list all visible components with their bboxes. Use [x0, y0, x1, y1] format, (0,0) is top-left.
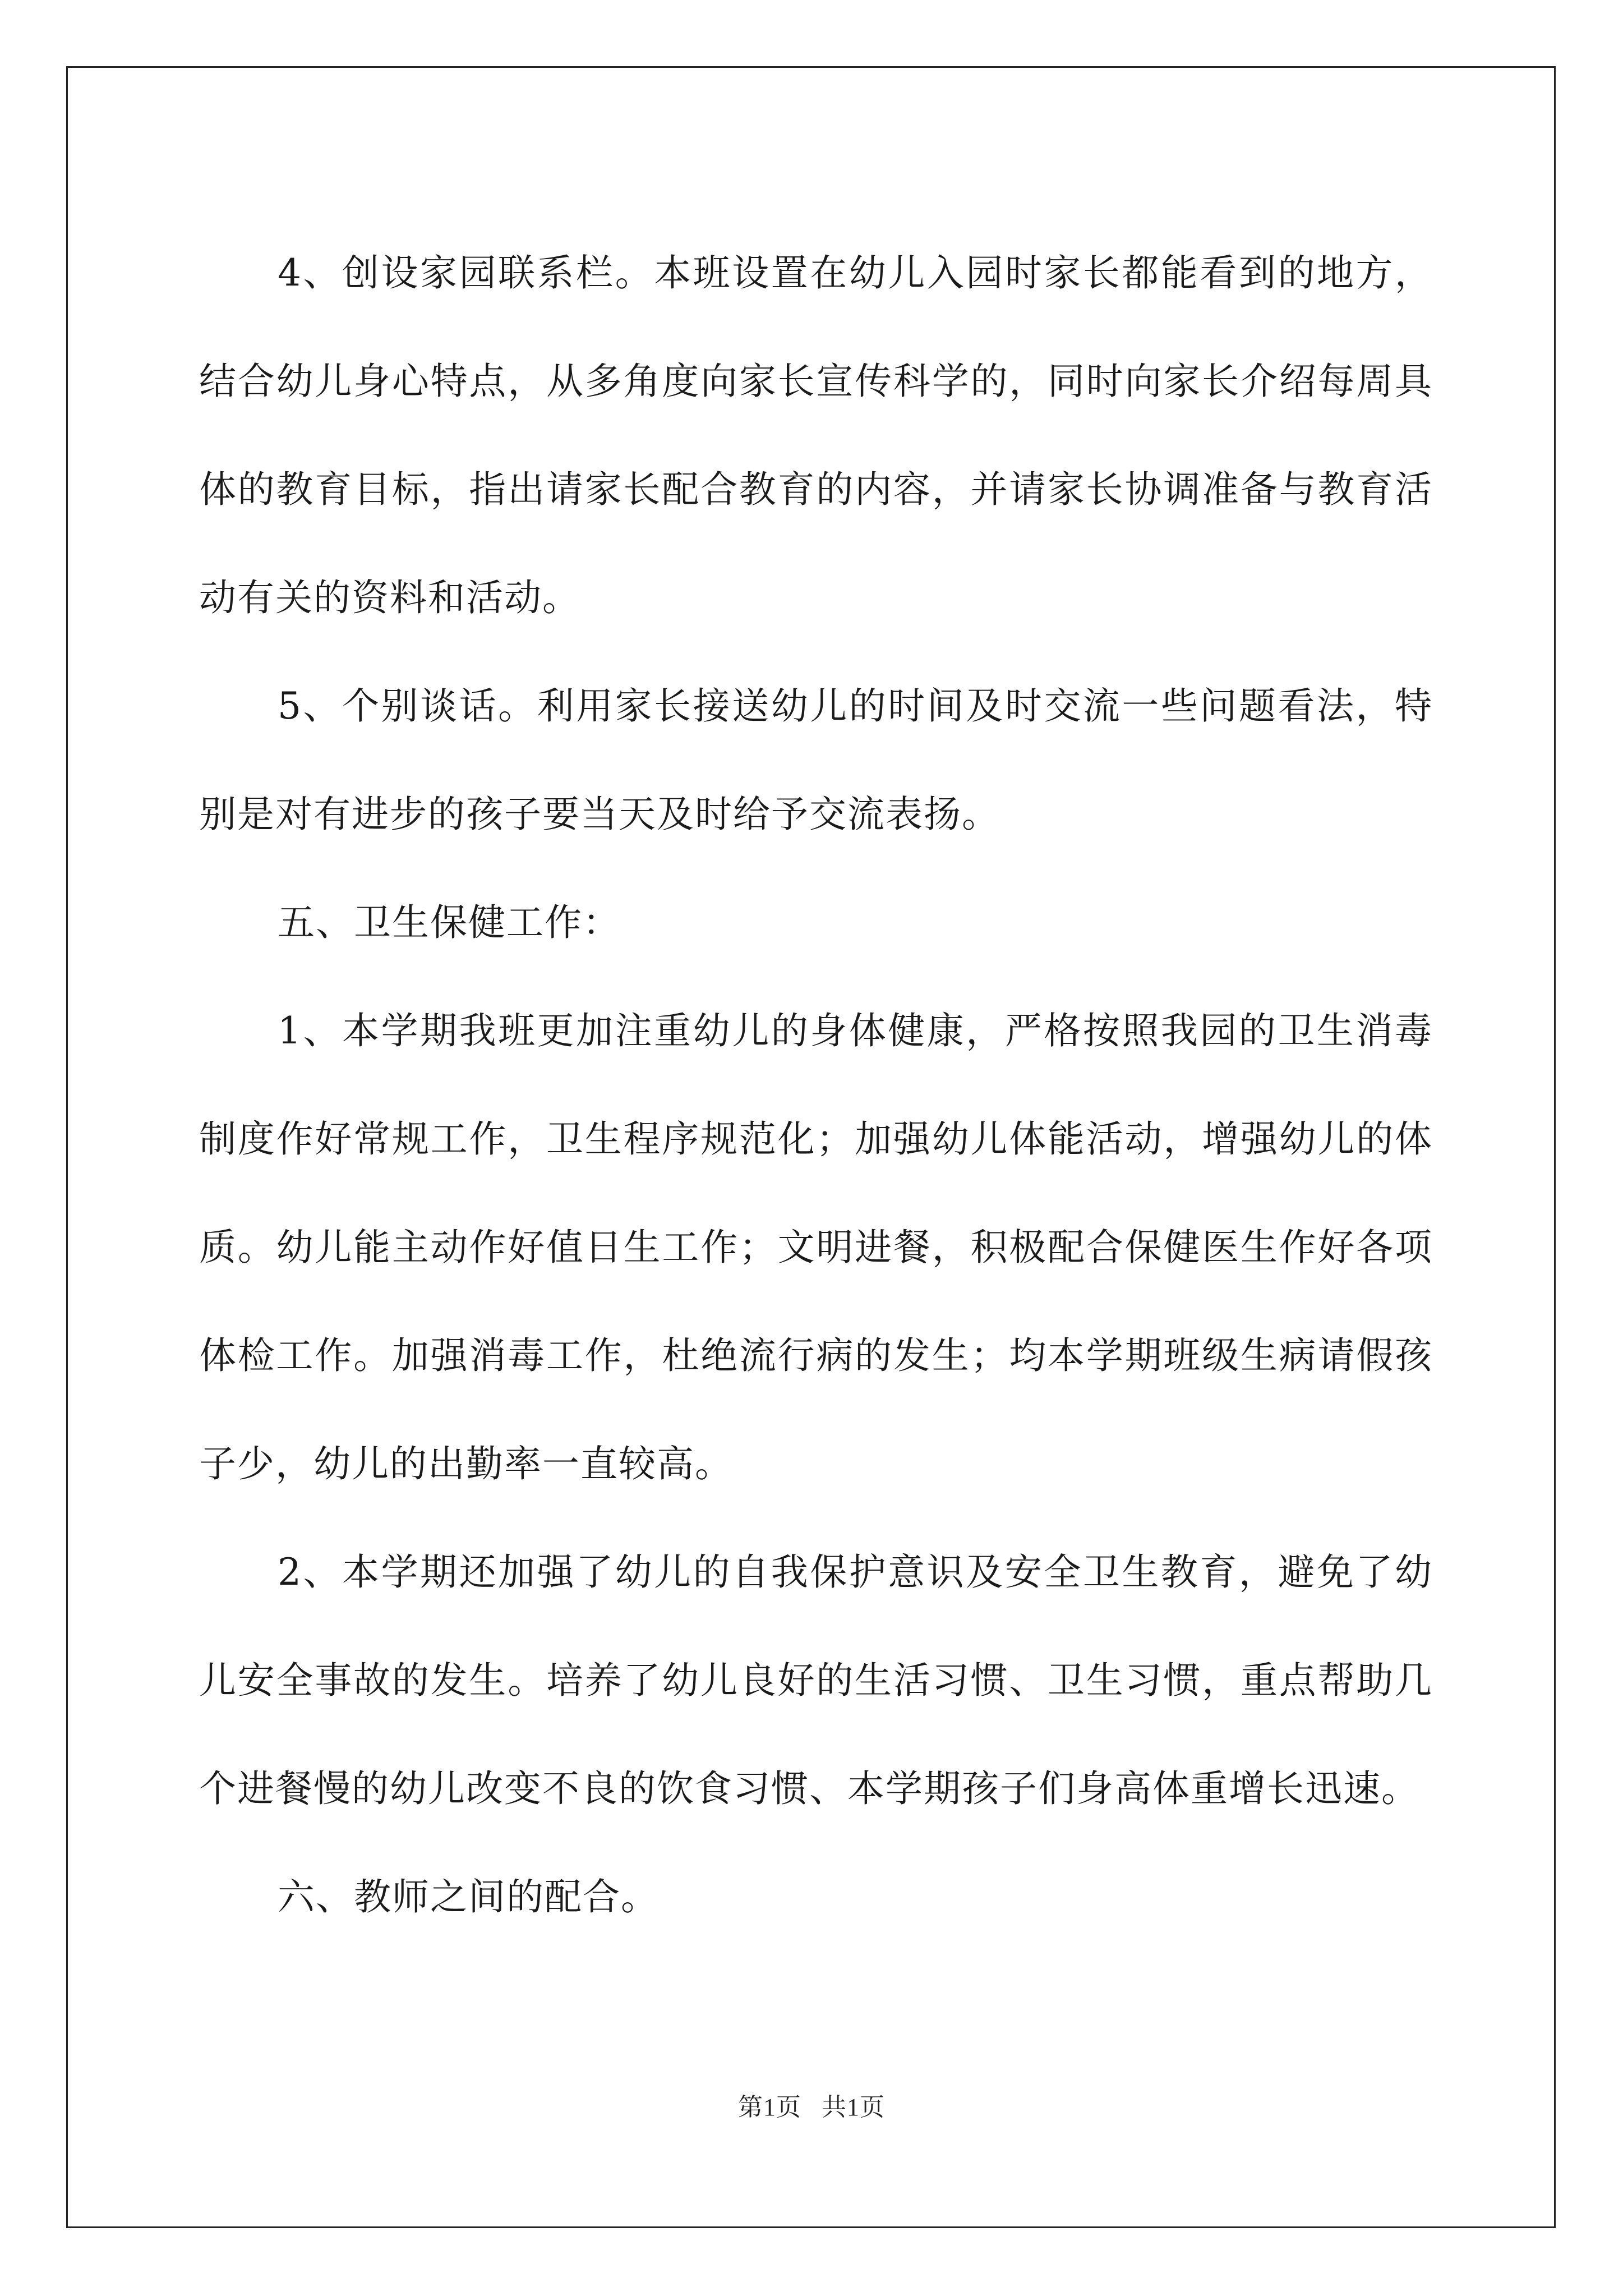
page-total: 共1页 [822, 2093, 885, 2121]
paragraph-parent-contact-board: 4、创设家园联系栏。本班设置在幼儿入园时家长都能看到的地方，结合幼儿身心特点，从多角度向家长宣传科学的，同时向家长介绍每周具体的教育目标，指出请家长配合教育的内容，并请家长协调准备与教育活动有关的资料和活动。 [199, 251, 1433, 619]
document-body [199, 219, 1433, 1951]
page-number: 第1页 [738, 2093, 801, 2121]
paragraph-safety-education: 2、本学期还加强了幼儿的自我保护意识及安全卫生教育，避免了幼儿安全事故的发生。培养了幼儿良好的生活习惯、卫生习惯，重点帮助几个进餐慢的幼儿改变不良的饮食习惯、本学期孩子们身高体重增长迅速。 [199, 1550, 1433, 1810]
paragraph-individual-talks: 5、个别谈话。利用家长接送幼儿的时间及时交流一些问题看法，特别是对有进步的孩子要当天及时给予交流表扬。 [199, 684, 1433, 836]
paragraph-health-routine: 1、本学期我班更加注重幼儿的身体健康，严格按照我园的卫生消毒制度作好常规工作，卫生程序规范化；加强幼儿体能活动，增强幼儿的体质。幼儿能主动作好值日生工作；文明进餐，积极配合保健医生作好各项体检工作。加强消毒工作，杜绝流行病的发生；均本学期班级生病请假孩子少，幼儿的出勤率一直较高。 [199, 1009, 1433, 1485]
page-footer [0, 2087, 1623, 2123]
section-heading-teacher-cooperation: 六、教师之间的配合。 [278, 1875, 659, 1918]
section-heading-health-care: 五、卫生保健工作： [278, 901, 621, 944]
